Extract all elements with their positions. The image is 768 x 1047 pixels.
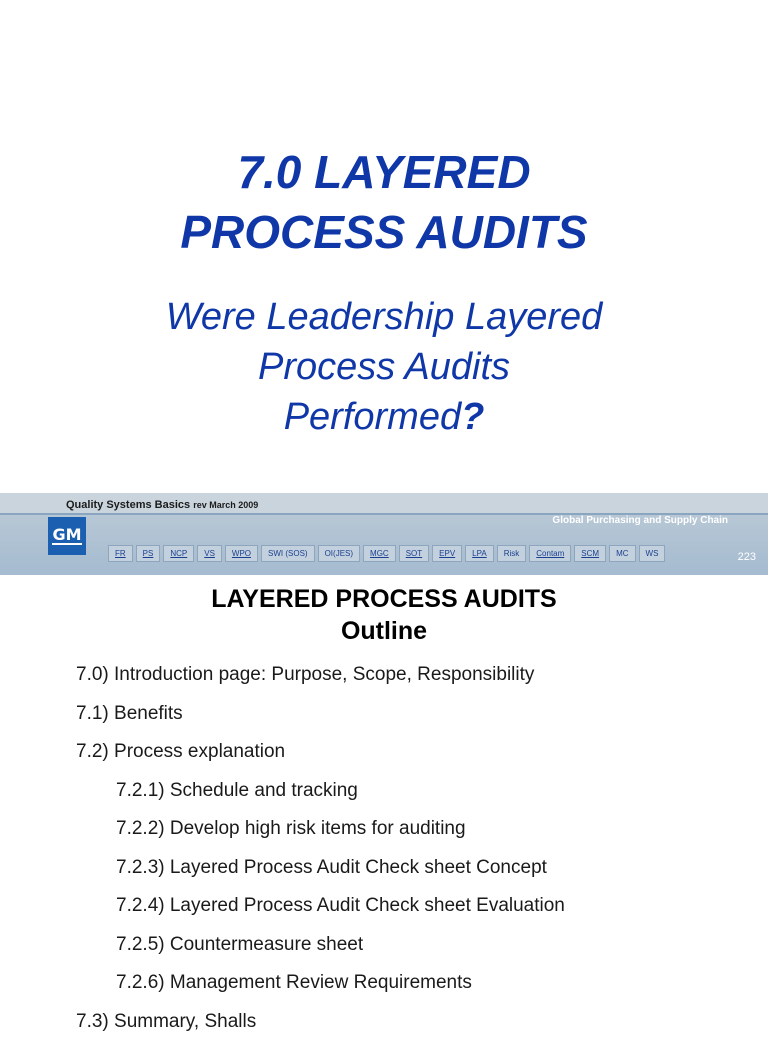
header-banner: [0, 493, 768, 575]
slide-subtitle-line-3: [0, 392, 768, 442]
subtitle-performed: Performed: [284, 396, 461, 438]
nav-tab-risk[interactable]: Risk: [497, 545, 527, 562]
outline-subitem: 7.2.6) Management Review Requirements: [76, 970, 565, 1009]
nav-tab-epv[interactable]: EPV: [432, 545, 462, 562]
outline-subitem: 7.2.5) Countermeasure sheet: [76, 932, 565, 971]
title-slide: [0, 0, 768, 493]
slide-title: [0, 142, 768, 262]
nav-tab-lpa[interactable]: LPA: [465, 545, 494, 562]
nav-tab-swi[interactable]: SWI (SOS): [261, 545, 315, 562]
nav-tab-ws[interactable]: WS: [639, 545, 666, 562]
outline-item: 7.1) Benefits: [76, 701, 565, 740]
outline-subitem: 7.2.4) Layered Process Audit Check sheet Evaluation: [76, 893, 565, 932]
nav-tab-oi[interactable]: OI(JES): [318, 545, 360, 562]
slide-title-line-1: 7.0 LAYERED: [0, 142, 768, 202]
slide-subtitle-line-1: Were Leadership Layered: [0, 292, 768, 342]
outline-list: [76, 662, 565, 1047]
nav-tab-scm[interactable]: SCM: [574, 545, 606, 562]
slide-title-line-2: PROCESS AUDITS: [0, 202, 768, 262]
slide-subtitle: [0, 292, 768, 442]
outline-subitem: 7.2.2) Develop high risk items for auditing: [76, 816, 565, 855]
banner-org: Global Purchasing and Supply Chain: [552, 515, 728, 526]
nav-tab-vs[interactable]: VS: [197, 545, 222, 562]
nav-tab-wpo[interactable]: WPO: [225, 545, 258, 562]
gm-logo-text: GM: [52, 527, 81, 545]
nav-tab-fr[interactable]: FR: [108, 545, 133, 562]
nav-tab-sot[interactable]: SOT: [399, 545, 429, 562]
banner-doc-title: [66, 499, 258, 511]
nav-tab-mgc[interactable]: MGC: [363, 545, 396, 562]
outline-slide: [0, 575, 768, 1024]
outline-title-line-2: Outline: [0, 615, 768, 647]
section-nav: [108, 545, 665, 562]
nav-tab-mc[interactable]: MC: [609, 545, 635, 562]
nav-tab-ncp[interactable]: NCP: [163, 545, 194, 562]
outline-subitem: 7.2.1) Schedule and tracking: [76, 778, 565, 817]
nav-tab-contam[interactable]: Contam: [529, 545, 571, 562]
outline-item: 7.2) Process explanation: [76, 739, 565, 778]
nav-tab-ps[interactable]: PS: [136, 545, 161, 562]
page-number: 223: [738, 551, 756, 563]
subtitle-question-mark: ?: [461, 396, 484, 438]
gm-logo-icon: [48, 517, 86, 555]
outline-subitem: 7.2.3) Layered Process Audit Check sheet Concept: [76, 855, 565, 894]
banner-doc-name: Quality Systems Basics: [66, 499, 190, 511]
outline-title: [0, 583, 768, 647]
outline-item: 7.3) Summary, Shalls: [76, 1009, 565, 1047]
slide-subtitle-line-2: Process Audits: [0, 342, 768, 392]
banner-revision: rev March 2009: [193, 500, 258, 510]
outline-title-line-1: LAYERED PROCESS AUDITS: [0, 583, 768, 615]
outline-item: 7.0) Introduction page: Purpose, Scope, Responsibility: [76, 662, 565, 701]
